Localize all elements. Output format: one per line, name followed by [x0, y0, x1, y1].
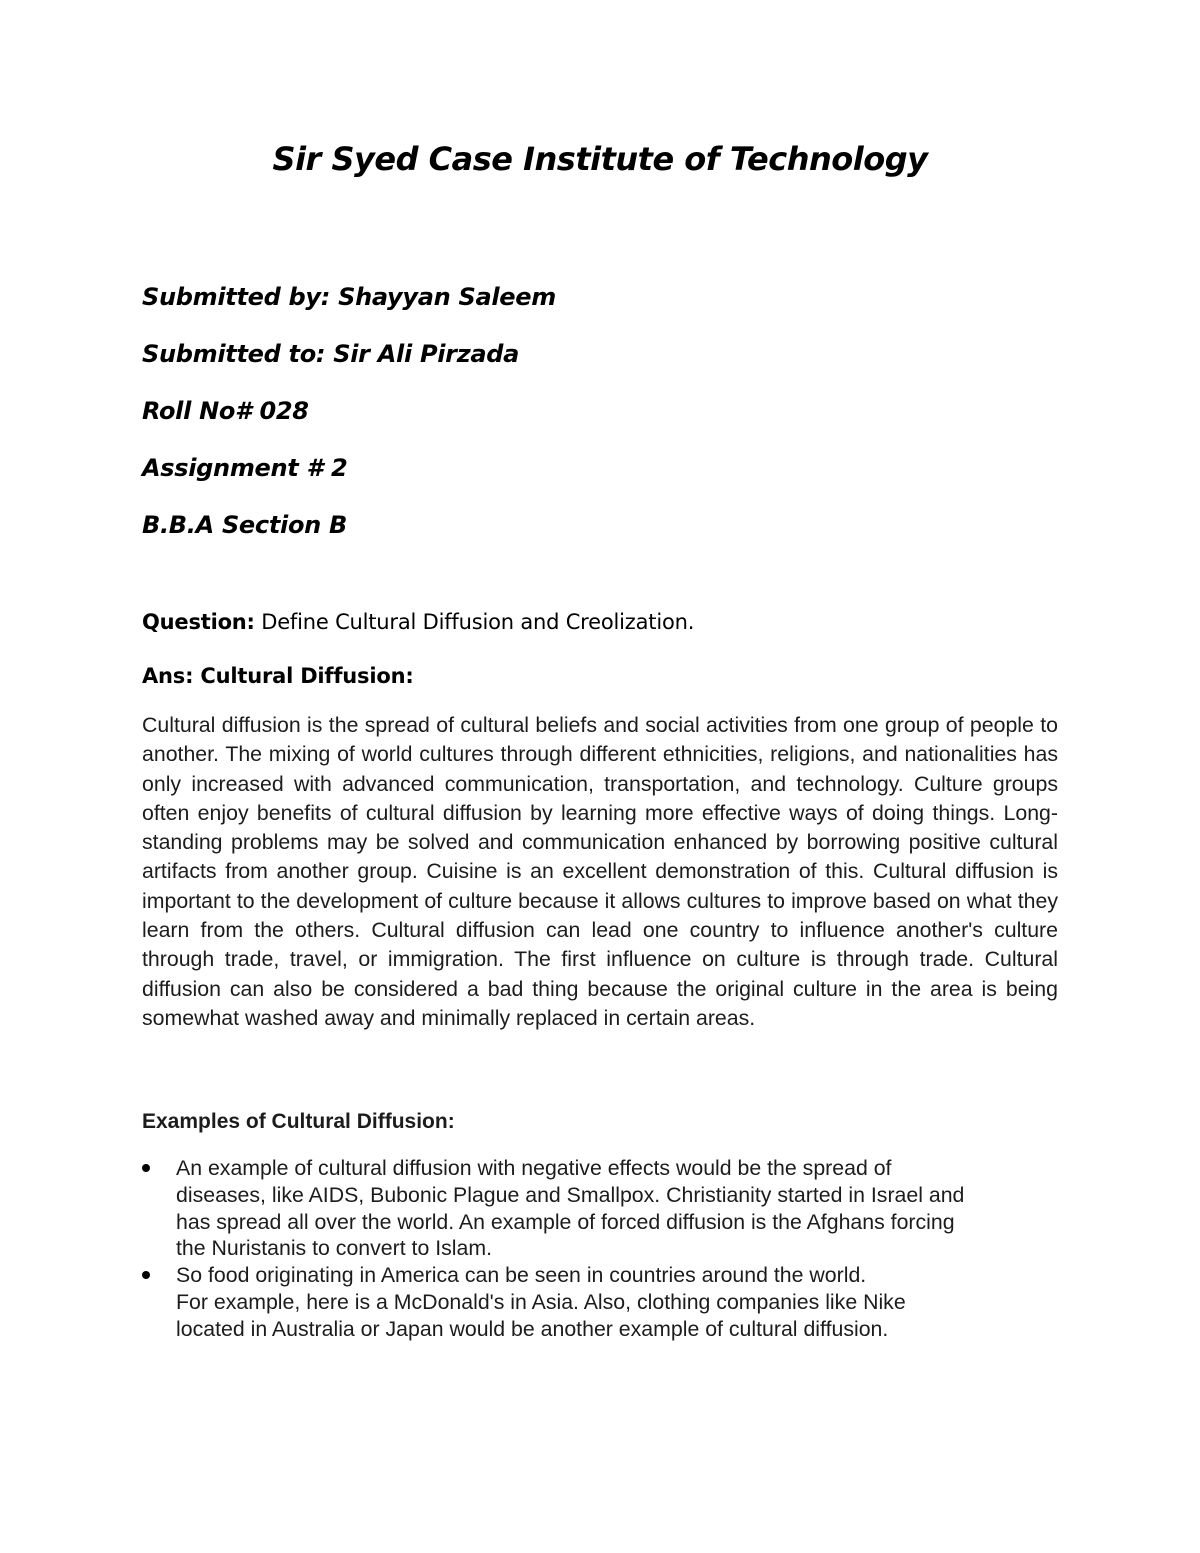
- bullet-icon: [142, 1271, 150, 1279]
- examples-list: [142, 1155, 1062, 1343]
- list-item-line: diseases, like AIDS, Bubonic Plague and Smallpox. Christianity started in Israel and: [176, 1182, 965, 1207]
- list-item-line: the Nuristanis to convert to Islam.: [176, 1236, 493, 1261]
- submitted-by: Submitted by: Shayyan Saleem: [142, 283, 556, 311]
- roll-number: Roll No# 028: [142, 397, 309, 425]
- list-item-line: For example, here is a McDonald's in Asia. Also, clothing companies like Nike: [176, 1289, 906, 1314]
- list-item-line: located in Australia or Japan would be another example of cultural diffusion.: [176, 1316, 889, 1341]
- answer-heading: Ans: Cultural Diffusion:: [142, 664, 414, 688]
- list-item: [142, 1155, 1062, 1262]
- question-label: Question:: [142, 610, 255, 634]
- question-text: Define Cultural Diffusion and Creolization.: [254, 610, 695, 634]
- institute-title: Sir Syed Case Institute of Technology: [272, 140, 928, 178]
- list-item-line: An example of cultural diffusion with negative effects would be the spread of: [176, 1156, 892, 1180]
- section: B.B.A Section B: [142, 511, 347, 539]
- submitted-to: Submitted to: Sir Ali Pirzada: [142, 340, 520, 368]
- examples-heading: Examples of Cultural Diffusion:: [142, 1110, 455, 1133]
- submission-details: [142, 276, 556, 561]
- list-item-line: has spread all over the world. An example of forced diffusion is the Afghans forcing: [176, 1209, 955, 1234]
- assignment-number: Assignment # 2: [142, 454, 348, 482]
- bullet-icon: [142, 1164, 150, 1172]
- cultural-diffusion-paragraph: Cultural diffusion is the spread of cultural beliefs and social activities from one group of people to another. The mixing of world cultures through different ethnicities, religions, and nationalities has only increased with advanced communication, transportation, and technology. Culture groups often enjoy benefits of cultural diffusion by learning more effective ways of doing things. Long-standing problems may be solved and communication enhanced by borrowing positive cultural artifacts from another group. Cuisine is an excellent demonstration of this. Cultural diffusion is important to the development of culture because it allows cultures to improve based on what they learn from the others. Cultural diffusion can lead one country to influence another's culture through trade, travel, or immigration. The first influence on culture is through trade. Cultural diffusion can also be considered a bad thing because the original culture in the area is being somewhat washed away and minimally replaced in certain areas.: [142, 713, 1058, 1030]
- list-item: [142, 1262, 1062, 1342]
- list-item-line: So food originating in America can be seen in countries around the world.: [176, 1263, 867, 1288]
- question: [142, 610, 694, 634]
